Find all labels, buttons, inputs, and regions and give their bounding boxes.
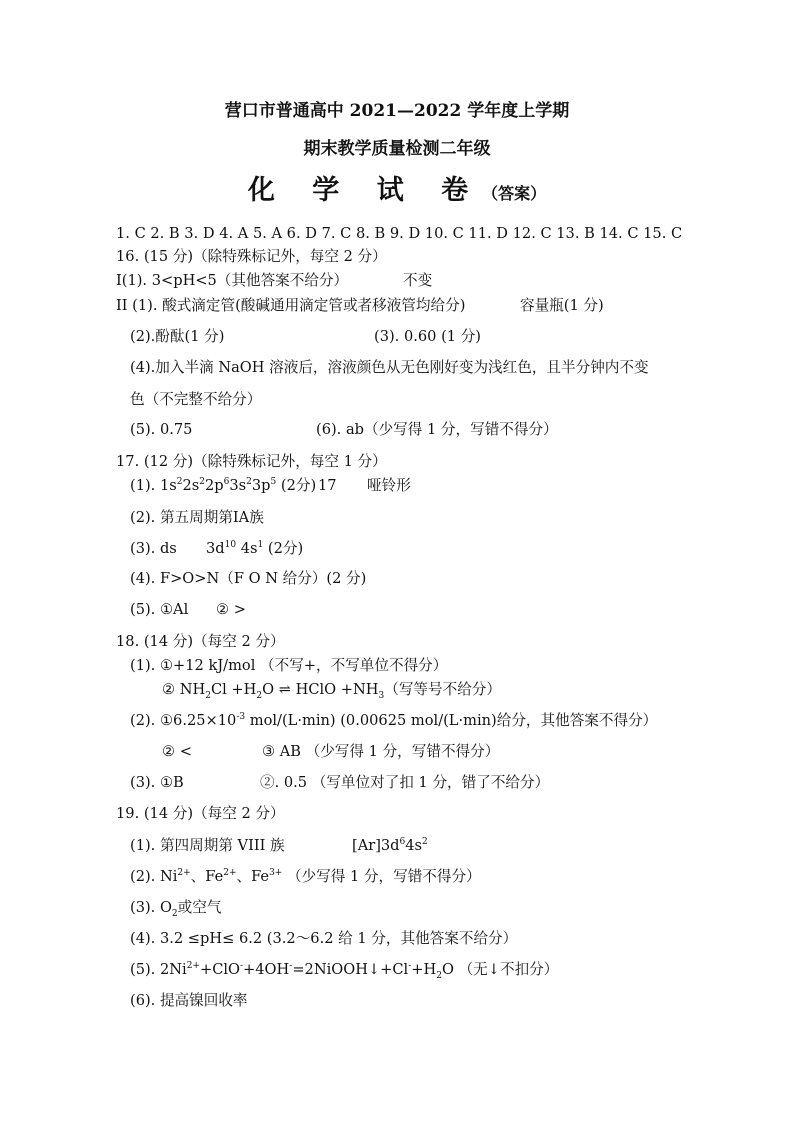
q18-2-3-answer: ③ AB （少写得 1 分，写错不得分） <box>262 743 500 760</box>
q17-2-answer: (2). 第五周期第ⅠA族 <box>130 509 264 526</box>
q17-5-answer: (5). ①Al <box>130 601 189 618</box>
q16-part2-6-answer: (6). ab（少写得 1 分，写错不得分） <box>316 421 558 438</box>
q16-heading: 16. (15 分)（除特殊标记外，每空 2 分） <box>116 248 387 265</box>
q16-part2-4-answer: (4).加入半滴 NaOH 溶液后，溶液颜色从无色刚好变为浅红色，且半分钟内不变 <box>130 359 649 376</box>
q16-part2-5-answer: (5). 0.75 <box>130 421 193 438</box>
subject-title: 化 学 试 卷 <box>247 175 483 206</box>
q16-part2-1-answer-b: 容量瓶(1 分) <box>520 297 604 314</box>
multiple-choice-answers: 1. C 2. B 3. D 4. A 5. A 6. D 7. C 8. B 9. D 10. C 11. D 12. C 13. B 14. C 15. C <box>116 225 683 242</box>
q17-5-answer-b: ② > <box>216 601 246 618</box>
q19-6-answer: (6). 提高镍回收率 <box>130 992 248 1009</box>
q17-4-answer: (4). F>O>N（F O N 给分）(2 分) <box>130 570 367 587</box>
q18-2-2-answer: ② < <box>162 743 192 760</box>
q18-heading: 18. (14 分)（每空 2 分） <box>116 633 285 650</box>
q17-1-answer-b: 17 <box>318 477 337 494</box>
q17-3-answer: (3). ds <box>130 540 177 557</box>
q19-3-answer: (3). $O_2$或空气 <box>130 899 222 919</box>
answer-label: （答案） <box>482 184 547 203</box>
q16-part2-1-answer: II (1). 酸式滴定管(酸碱通用滴定管或者移液管均给分) <box>116 297 466 314</box>
exam-title-school: 营口市普通高中 2021—2022 学年度上学期 <box>224 101 570 121</box>
q16-part1-answer: Ⅰ(1). 3<pH<5（其他答案不给分） <box>116 272 349 289</box>
q18-2-1-answer: (2). $①6.25\times 10^{-3}$ mol/(L·min) (0.00625 mol/(L·min)给分，其他答案不得分） <box>130 712 658 729</box>
q18-1-2-equation: ② $NH_2Cl +H_2O$ ⇌ HClO $+NH_3$（写等号不给分） <box>162 681 501 701</box>
q19-5-equation: (5). $2Ni^{2+}+ClO^-+4OH^-=2NiOOH↓+Cl^-+H_2O$ （无↓不扣分） <box>130 961 559 981</box>
q18-3-2-answer: ②. 0.5 （写单位对了扣 1 分，错了不给分） <box>260 774 550 791</box>
q17-1-answer-c: 哑铃形 <box>367 477 411 494</box>
q19-heading: 19. (14 分)（每空 2 分） <box>116 805 285 822</box>
q19-4-answer: (4). 3.2 ≤pH≤ 6.2 (3.2～6.2 给 1 分，其他答案不给分） <box>130 930 518 947</box>
q17-3-answer-b: $3d^{10}$ $4s^1$ (2分) <box>206 540 304 557</box>
exam-title-grade: 期末教学质量检测二年级 <box>303 139 491 159</box>
q16-part1-answer-b: 不变 <box>403 272 433 289</box>
exam-title-subject <box>0 168 794 207</box>
q18-1-1-answer: (1). ①+12 kJ/mol （不写+，不写单位不得分） <box>130 657 448 674</box>
q16-part2-4-answer-cont: 色（不完整不给分） <box>130 391 262 408</box>
q19-2-answer: (2). $Ni^{2+}$、$Fe^{2+}$、$Fe^{3+}$ （少写得 1 分，写错不得分） <box>130 868 481 885</box>
q17-heading: 17. (12 分)（除特殊标记外，每空 1 分） <box>116 453 387 470</box>
q19-1-answer-b: $[Ar]3d^64s^2$ <box>352 837 428 854</box>
q18-3-1-answer: (3). ①B <box>130 774 184 791</box>
q16-part2-2-answer: (2).酚酞(1 分) <box>130 328 225 345</box>
q19-1-answer: (1). 第四周期第 VIII 族 <box>130 837 285 854</box>
q16-part2-3-answer: (3). 0.60 (1 分) <box>374 328 481 345</box>
q17-1-electron-config: (1). $1s^22s^22p^63s^23p^5$ (2分) <box>130 477 317 494</box>
